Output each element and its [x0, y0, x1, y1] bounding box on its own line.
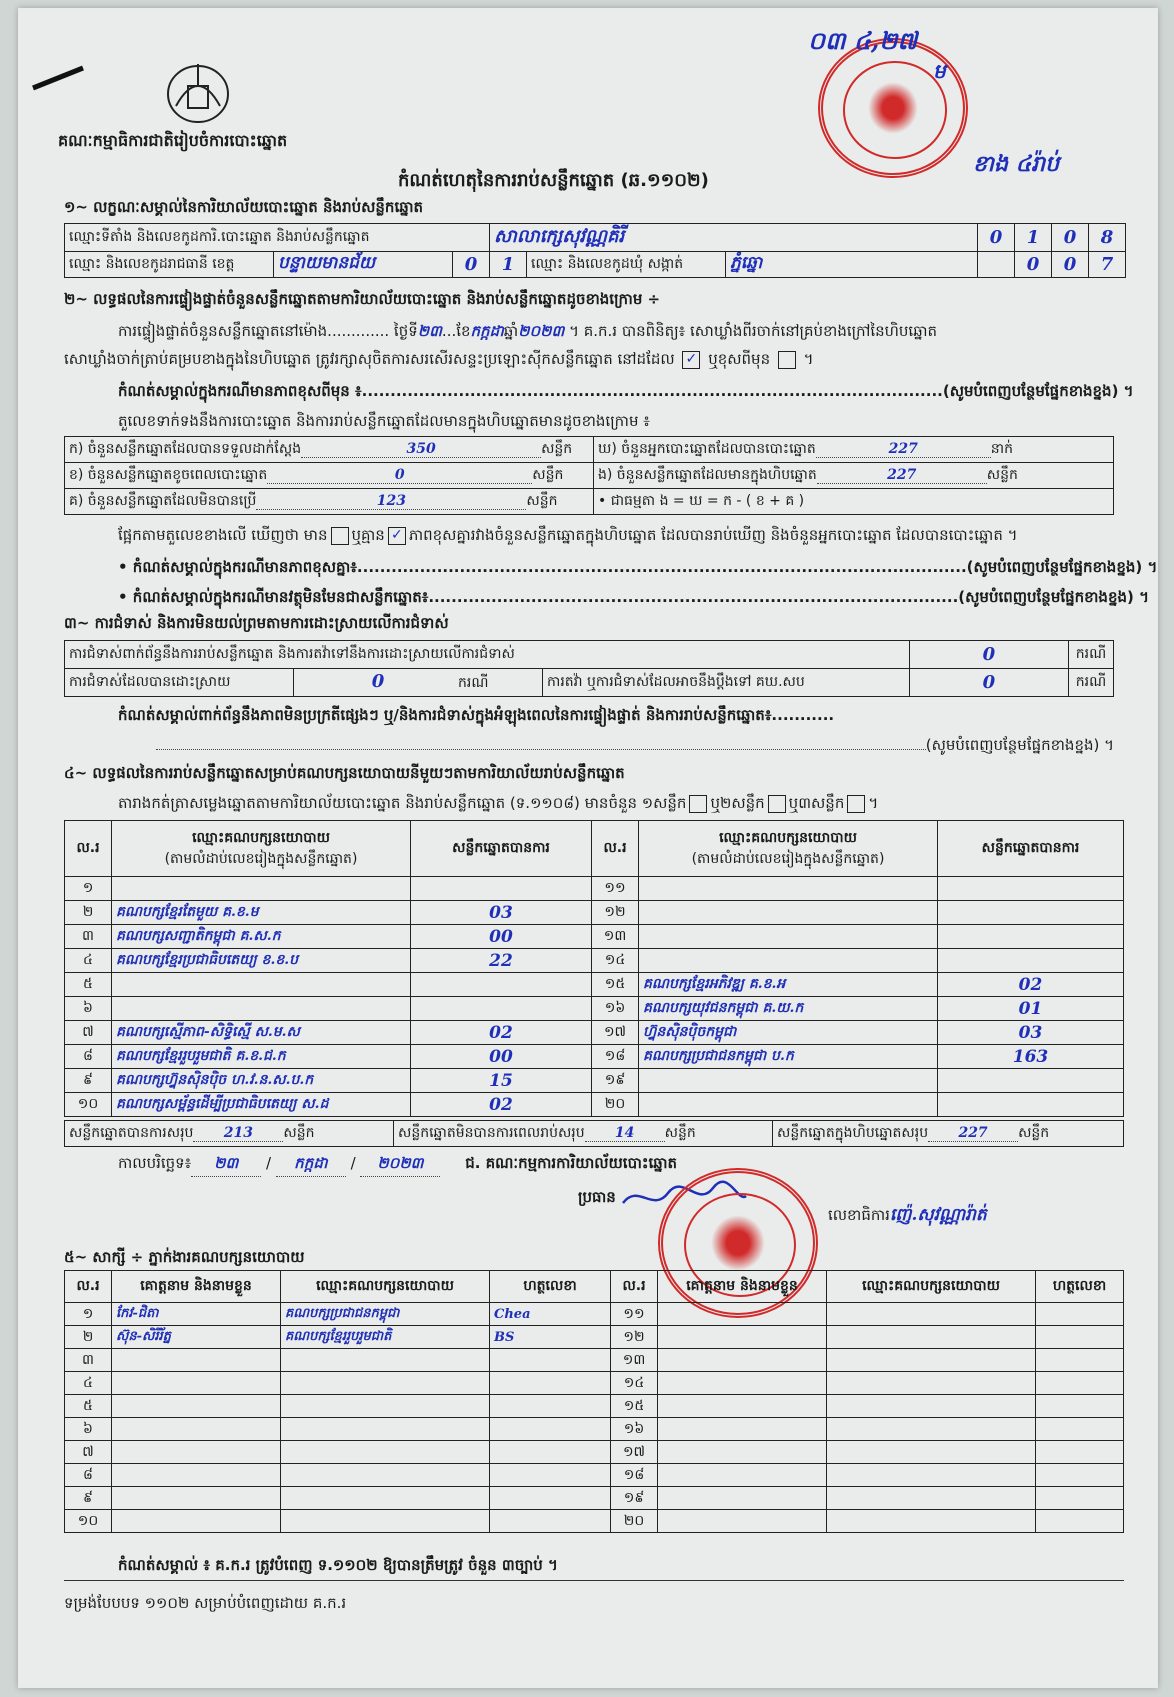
result-no: ៦	[65, 997, 112, 1021]
date-year: ២០២៣	[360, 1154, 440, 1177]
result-votes: 22	[411, 949, 592, 973]
table-row	[65, 1093, 1124, 1117]
appeals-label: ការតវ៉ា ឬការជំទាស់ដែលអាចនឹងប្តឹងទៅ គឃ.សប	[543, 669, 910, 697]
footer-note: កំណត់សម្គាល់ ៖ គ.ក.រ ត្រូវបំពេញ ទ.១១០២ ឱ្យបានត្រឹមត្រូវ ចំនួន ៣ច្បាប់ ។	[118, 1556, 558, 1574]
witness-name	[112, 1395, 281, 1418]
date-month: កក្កដា	[276, 1154, 346, 1177]
corner-mark: ម	[933, 59, 946, 83]
commune-code-digit: 0	[1015, 252, 1052, 278]
witness-name	[658, 1326, 827, 1349]
formula: • ជាធម្មតា ង = ឃ = ក - ( ខ + គ )	[594, 489, 1114, 515]
table-row	[65, 1021, 1124, 1045]
complaints-value: 0	[909, 641, 1068, 669]
resolved-label: ការជំទាស់ដែលបានដោះស្រាយ	[65, 669, 294, 697]
result-votes	[938, 877, 1124, 901]
verify-day: ២៣	[417, 322, 442, 340]
unchanged-checkbox[interactable]: ✓	[682, 351, 700, 369]
witness-name	[658, 1395, 827, 1418]
result-votes: 15	[411, 1069, 592, 1093]
result-no: ១០	[65, 1093, 112, 1117]
witness-no: ៥	[65, 1395, 112, 1418]
pen-mark-icon	[28, 62, 88, 92]
result-no: ១	[65, 877, 112, 901]
witness-signature	[490, 1372, 611, 1395]
tally-sheets-line: តារាងកត់ត្រាសម្លេងឆ្នោតតាមការិយាល័យបោះឆ្នោត និងរាប់សន្លឹកឆ្នោត (ទ.១១០៨) មានចំនួន ១សន្លឹក ឬ២សន្លឹក ឬ៣សន្លឹក ។	[118, 794, 879, 812]
result-votes: 01	[938, 997, 1124, 1021]
verification-paragraph: ការផ្ទៀងផ្ទាត់ចំនួនសន្លឹកឆ្នោតនៅម៉ោង............. ថ្ងៃទី២៣...ខែកក្កដាឆ្នាំ២០២៣ ។ គ.ក.រ បានពិនិត្យ៖ សោឃ្លាំងពីរចាក់នៅគ្រប់ខាងក្រៅនៃហិបឆ្នោត	[118, 322, 937, 340]
commune-label: ឈ្មោះ និងលេខកូដឃុំ សង្កាត់	[527, 252, 726, 278]
result-no: ៣	[65, 925, 112, 949]
witness-signature	[490, 1441, 611, 1464]
witness-party	[827, 1441, 1036, 1464]
witness-signature	[1036, 1487, 1124, 1510]
section4-heading: ៤~ លទ្ធផលនៃការរាប់សន្លឹកឆ្នោតសម្រាប់គណបក្សនយោបាយនីមួយៗតាមការិយាល័យរាប់សន្លឹកឆ្នោត	[64, 764, 625, 782]
witness-signature	[1036, 1303, 1124, 1326]
result-party	[112, 877, 411, 901]
commune-value: ភ្នំឆ្នោ	[726, 252, 978, 278]
witness-signature	[1036, 1464, 1124, 1487]
witness-party	[281, 1349, 490, 1372]
result-party: គណបក្សខ្មែររួបរួមជាតិ គ.ខ.ជ.ក	[112, 1045, 411, 1069]
figures-intro: តួលេខទាក់ទងនឹងការបោះឆ្នោត និងការរាប់សន្លឹកឆ្នោតដែលមានក្នុងហិបឆ្នោតមានដូចខាងក្រោម ៖	[118, 412, 650, 430]
witness-no: ៨	[65, 1464, 112, 1487]
witness-name: កែវ-ជិតា	[112, 1303, 281, 1326]
result-no: ៨	[65, 1045, 112, 1069]
witness-name	[112, 1418, 281, 1441]
location-code-digit: 0	[1052, 224, 1089, 252]
irregularities-note-end: (សូមបំពេញបន្ថែមផ្នែកខាងខ្នង) ។	[64, 736, 1114, 758]
location-code-digit: 8	[1089, 224, 1126, 252]
section5-heading: ៥~ សាក្សី ÷ ភ្នាក់ងារគណបក្សនយោបាយ	[64, 1248, 305, 1266]
witness-signature: BS	[490, 1326, 611, 1349]
form-title: កំណត់ហេតុនៃការរាប់សន្លឹកឆ្នោត (ឆ.១១០២)	[398, 170, 709, 191]
witness-no: ១៨	[611, 1464, 658, 1487]
witness-signature	[490, 1487, 611, 1510]
result-votes	[938, 925, 1124, 949]
province-code-digit: 0	[453, 252, 490, 278]
result-party: គណបក្សយុវជនកម្ពុជា គ.យ.ក	[639, 997, 938, 1021]
total-valid-value: 213	[223, 1125, 254, 1141]
result-votes: 02	[411, 1021, 592, 1045]
result-no: ១៥	[592, 973, 639, 997]
witness-name	[658, 1441, 827, 1464]
result-votes	[411, 877, 592, 901]
table-row	[65, 1464, 1124, 1487]
witness-party: គណបក្សប្រជាជនកម្ពុជា	[281, 1303, 490, 1326]
result-no: ៧	[65, 1021, 112, 1045]
witness-party	[827, 1510, 1036, 1533]
three-sheets-checkbox[interactable]	[847, 795, 865, 813]
results-table: ល.រ ឈ្មោះគណបក្សនយោបាយ (តាមលំដាប់លេខរៀងក្នុងសន្លឹកឆ្នោត) សន្លឹកឆ្នោតបានការ ល.រ ឈ្មោះគណបក្សនយោបាយ (តាមលំដាប់លេខរៀងក្នុងសន្លឹកឆ្នោត) សន្លឹកឆ្នោតបានការ ១ ១១ ២ គណបក្សខ្មែរតែមួយ គ.ខ.ម 03 ១២ ៣ គណបក្សសញ្ជាតិកម្ពុជា គ.ស.ក 00 ១៣ ៤ គណបក្សខ្មែរប្រជាធិបតេយ្យ ខ.ខ.ប 22 ១៤ ៥ ១៥ គណបក្សខ្មែរអភិវឌ្ឍ គ.ខ.អ 02 ៦ ១៦ គណបក្សយុវជនកម្ពុជា គ.យ.ក 01 ៧ គណបក្សស្មើភាព-សិទ្ធិស្មើ ស.ម.ស 02 ១៧ ហ្វ៊ុនស៊ិនប៉ិចកម្ពុជា 03 ៨ គណបក្សខ្មែររួបរួមជាតិ គ.ខ.ជ.ក 00 ១៨ គណបក្សប្រជាជនកម្ពុជា ប.ក 163 ៩ គណបក្សហ្វ៊ុនស៊ិនប៉ិច ហ.វ.ន.ស.ប.ក 15 ១៩ ១០ គណបក្សសម្ព័ន្ធដើម្បីប្រជាធិបតេយ្យ ស.ដ 02 ២០	[64, 820, 1124, 1117]
total-invalid-value: 14	[614, 1125, 635, 1141]
witness-signature	[490, 1349, 611, 1372]
witness-signature	[490, 1418, 611, 1441]
ballot-count-form	[18, 8, 1158, 1688]
result-no: ១៦	[592, 997, 639, 1021]
foreign-object-note: • កំណត់សម្គាល់ក្នុងករណីមានវត្ថុមិនមែនជាសន្លឹកឆ្នោត៖.............................................................................................(សូមបំពេញបន្ថែមផ្នែកខាងខ្នង) ។	[118, 588, 1149, 606]
result-no: ៤	[65, 949, 112, 973]
result-party: គណបក្សស្មើភាព-សិទ្ធិស្មើ ស.ម.ស	[112, 1021, 411, 1045]
total-box-value: 227	[958, 1125, 988, 1141]
resolved-value: 0	[371, 671, 385, 692]
table-row	[65, 901, 1124, 925]
witness-signature	[1036, 1441, 1124, 1464]
table-row	[65, 1487, 1124, 1510]
witness-party	[281, 1464, 490, 1487]
result-no: ៥	[65, 973, 112, 997]
table-row	[65, 1395, 1124, 1418]
witness-name	[658, 1349, 827, 1372]
table-row	[65, 949, 1124, 973]
verify-year: ២០២៣	[518, 322, 565, 340]
corner-note-2: ខាង ៤រ៉ាប់	[973, 151, 1060, 177]
witness-signature	[490, 1510, 611, 1533]
witness-name	[658, 1418, 827, 1441]
witness-party	[827, 1464, 1036, 1487]
appeals-value: 0	[909, 669, 1068, 697]
witness-party	[281, 1510, 490, 1533]
result-no: ១៩	[592, 1069, 639, 1093]
location-value: សាលាក្សេសុវណ្ណគិរី	[490, 224, 978, 252]
result-party: គណបក្សខ្មែរតែមួយ គ.ខ.ម	[112, 901, 411, 925]
witness-name	[112, 1510, 281, 1533]
table-row	[65, 1045, 1124, 1069]
complaints-label: ការជំទាស់ពាក់ព័ន្ធនឹងការរាប់សន្លឹកឆ្នោត និងការតវ៉ាទៅនឹងការដោះស្រាយលើការជំទាស់	[65, 641, 910, 669]
witness-party: គណបក្សខ្មែររួបរួមជាតិ	[281, 1326, 490, 1349]
commune-code-digit: 7	[1089, 252, 1126, 278]
witness-name	[112, 1441, 281, 1464]
witness-party	[827, 1349, 1036, 1372]
result-votes: 03	[938, 1021, 1124, 1045]
result-no: ២	[65, 901, 112, 925]
unused-ballots-value: 123	[376, 493, 406, 509]
spoiled-ballots-value: 0	[394, 467, 405, 483]
result-party	[639, 877, 938, 901]
result-party: គណបក្សហ្វ៊ុនស៊ិនប៉ិច ហ.វ.ន.ស.ប.ក	[112, 1069, 411, 1093]
received-ballots-value: 350	[406, 441, 436, 457]
result-votes: 00	[411, 1045, 592, 1069]
result-party	[639, 1069, 938, 1093]
figures-table: ក) ចំនួនសន្លឹកឆ្នោតដែលបានទទួលដាក់ស្តែង 350 សន្លឹក ឃ) ចំនួនអ្នកបោះឆ្នោតដែលបានបោះឆ្នោត 227 នាក់ ខ) ចំនួនសន្លឹកឆ្នោតខូចពេលបោះឆ្នោត 0 សន្លឹក ង) ចំនួនសន្លឹកឆ្នោតដែលមានក្នុងហិបឆ្នោត 227 សន្លឹក គ) ចំនួនសន្លឹកឆ្នោតដែលមិនបានប្រើ 123 សន្លឹក • ជាធម្មតា ង = ឃ = ក - ( ខ + គ )	[64, 436, 1114, 515]
witness-name	[658, 1510, 827, 1533]
location-table	[64, 223, 1126, 278]
witness-party	[281, 1372, 490, 1395]
result-no: ១២	[592, 901, 639, 925]
table-row	[65, 925, 1124, 949]
witness-no: ១៧	[611, 1441, 658, 1464]
result-votes	[938, 901, 1124, 925]
result-party	[639, 949, 938, 973]
witness-no: ៣	[65, 1349, 112, 1372]
witness-signature: Chea	[490, 1303, 611, 1326]
section1-heading: ១~ លក្ខណៈសម្គាល់នៃការិយាល័យបោះឆ្នោត និងរាប់សន្លឹកឆ្នោត	[64, 198, 424, 216]
witness-name	[112, 1464, 281, 1487]
voters-value: 227	[888, 441, 918, 457]
discrepancy-note: • កំណត់សម្គាល់ក្នុងករណីមានភាពខុសគ្នា៖...........................................................................................................(សូមបំពេញបន្ថែមផ្នែកខាងខ្នង) ។	[118, 558, 1158, 576]
result-party	[639, 925, 938, 949]
result-party	[112, 973, 411, 997]
witness-signature	[490, 1464, 611, 1487]
witness-table: ល.រ គោត្តនាម និងនាមខ្លួន ឈ្មោះគណបក្សនយោបាយ ហត្ថលេខា ល.រ គោត្តនាម និងនាមខ្លួន ឈ្មោះគណបក្សនយោបាយ ហត្ថលេខា ១ កែវ-ជិតា គណបក្សប្រជាជនកម្ពុជា Chea ១១ ២ ស៊ុន-សិរីរ័ត្ន គណបក្សខ្មែររួបរួមជាតិ BS ១២ ៣ ១៣ ៤ ១៤ ៥ ១៥ ៦ ១៦ ៧ ១៧ ៨ ១៨ ៩ ១៩ ១០ ២០	[64, 1270, 1124, 1533]
witness-no: ៧	[65, 1441, 112, 1464]
witness-no: ៤	[65, 1372, 112, 1395]
witness-no: ១០	[65, 1510, 112, 1533]
table-row	[65, 1326, 1124, 1349]
result-votes: 00	[411, 925, 592, 949]
witness-signature	[490, 1395, 611, 1418]
location-label: ឈ្មោះទីតាំង និងលេខកូដការិ.បោះឆ្នោត និងរាប់សន្លឹកឆ្នោត	[65, 224, 490, 252]
corner-note: ០៣ ៤,២៧	[808, 26, 918, 55]
irregularities-note: កំណត់សម្គាល់ពាក់ព័ន្ធនឹងភាពមិនប្រក្រតីផ្សេងៗ ឬ/និងការជំទាស់ក្នុងអំឡុងពេលនៃការផ្ទៀងផ្ទាត់ និងការរាប់សន្លឹកឆ្នោត៖...........	[118, 706, 835, 724]
one-sheet-checkbox[interactable]	[689, 795, 707, 813]
secretary-line: លេខាធិការញ៉េ.សុវណ្ណារ៉ាត់	[828, 1205, 987, 1225]
witness-signature	[1036, 1510, 1124, 1533]
witness-no: ២	[65, 1326, 112, 1349]
chair-label: ប្រធាន	[578, 1188, 616, 1206]
seal-paragraph: សោឃ្លាំងចាក់ត្រាប់គម្របខាងក្នុងនៃហិបឆ្នោត ត្រូវរក្សាសុចិតការសរសើរសន្ទះប្រឡោះសុីកសន្លឹកឆ្នោត នៅដដែល ✓ ឬខុសពីមុន ។	[64, 350, 814, 368]
witness-party	[281, 1487, 490, 1510]
table-row	[65, 1418, 1124, 1441]
witness-signature	[1036, 1326, 1124, 1349]
result-no: ១១	[592, 877, 639, 901]
location-code-digit: 1	[1015, 224, 1052, 252]
has-discrepancy-checkbox[interactable]	[331, 527, 349, 545]
witness-name	[658, 1303, 827, 1326]
result-no: ១៣	[592, 925, 639, 949]
result-votes: 02	[938, 973, 1124, 997]
witness-signature	[1036, 1395, 1124, 1418]
result-party	[639, 901, 938, 925]
ballots-in-box-value: 227	[887, 467, 917, 483]
results-totals: សន្លឹកឆ្នោតបានការសរុប 213 សន្លឹក សន្លឹកឆ្នោតមិនបានការពេលរាប់សរុប 14 សន្លឹក សន្លឹកឆ្នោតក្នុងហិបឆ្នោតសរុប 227 សន្លឹក	[64, 1120, 1124, 1147]
witness-party	[281, 1418, 490, 1441]
witness-party	[281, 1395, 490, 1418]
witness-name	[112, 1487, 281, 1510]
witness-no: ៦	[65, 1418, 112, 1441]
province-code-digit: 1	[490, 252, 527, 278]
result-votes	[938, 1093, 1124, 1117]
two-sheets-checkbox[interactable]	[768, 795, 786, 813]
witness-party	[827, 1303, 1036, 1326]
result-votes	[938, 949, 1124, 973]
witness-party	[281, 1441, 490, 1464]
location-code-digit: 0	[978, 224, 1015, 252]
result-no: ១៨	[592, 1045, 639, 1069]
date-day: ២៣	[191, 1154, 261, 1177]
result-party: គណបក្សខ្មែរអភិវឌ្ឍ គ.ខ.អ	[639, 973, 938, 997]
table-row	[65, 997, 1124, 1021]
witness-signature	[1036, 1418, 1124, 1441]
witness-party	[827, 1487, 1036, 1510]
table-row	[65, 1510, 1124, 1533]
result-party: គណបក្សខ្មែរប្រជាធិបតេយ្យ ខ.ខ.ប	[112, 949, 411, 973]
date-line: កាលបរិច្ឆេទ៖ ២៣ / កក្កដា / ២០២៣ ជ. គណៈកម្មការការិយាល័យបោះឆ្នោត	[118, 1154, 677, 1177]
witness-name	[658, 1487, 827, 1510]
witness-no: ១	[65, 1303, 112, 1326]
nec-emblem-icon	[158, 56, 238, 126]
witness-name	[658, 1372, 827, 1395]
witness-no: ១១	[611, 1303, 658, 1326]
witness-no: ១៤	[611, 1372, 658, 1395]
commune-code-digit: 0	[1052, 252, 1089, 278]
witness-party	[827, 1395, 1036, 1418]
result-no: ៩	[65, 1069, 112, 1093]
result-party: ហ្វ៊ុនស៊ិនប៉ិចកម្ពុជា	[639, 1021, 938, 1045]
witness-no: ១៩	[611, 1487, 658, 1510]
table-row	[65, 1303, 1124, 1326]
changed-checkbox[interactable]	[778, 351, 796, 369]
table-row	[65, 1069, 1124, 1093]
result-party	[112, 997, 411, 1021]
witness-no: ១៦	[611, 1418, 658, 1441]
result-votes	[411, 973, 592, 997]
seal-note: កំណត់សម្គាល់ក្នុងករណីមានភាពខុសពីមុន ៖......................................................................................................(សូមបំពេញបន្ថែមផ្នែកខាងខ្នង) ។	[118, 382, 1134, 400]
table-row	[65, 1372, 1124, 1395]
section3-heading: ៣~ ការជំទាស់ និងការមិនយល់ព្រមតាមការដោះស្រាយលើការជំទាស់	[64, 614, 449, 632]
discrepancy-line: ផ្អែកតាមតួលេខខាងលើ ឃើញថា មាន ឬគ្មាន ✓ ភាពខុសគ្នារវាងចំនួនសន្លឹកឆ្នោតក្នុងហិបឆ្នោត ដែលបានរាប់ឃើញ និងចំនួនអ្នកបោះឆ្នោត ដែលបានបោះឆ្នោត ។	[118, 526, 1018, 544]
result-party	[639, 1093, 938, 1117]
province-label: ឈ្មោះ និងលេខកូដរាជធានី ខេត្ត	[65, 252, 274, 278]
table-row	[65, 973, 1124, 997]
witness-no: ៩	[65, 1487, 112, 1510]
complaints-table: ការជំទាស់ពាក់ព័ន្ធនឹងការរាប់សន្លឹកឆ្នោត និងការតវ៉ាទៅនឹងការដោះស្រាយលើការជំទាស់ 0 ករណី ការជំទាស់ដែលបានដោះស្រាយ 0 ករណី ការតវ៉ា ឬការជំទាស់ដែលអាចនឹងប្តឹងទៅ គឃ.សប 0 ករណី	[64, 640, 1114, 697]
result-party: គណបក្សសម្ព័ន្ធដើម្បីប្រជាធិបតេយ្យ ស.ដ	[112, 1093, 411, 1117]
witness-party	[827, 1326, 1036, 1349]
witness-party	[827, 1372, 1036, 1395]
section2-heading: ២~ លទ្ធផលនៃការផ្ទៀងផ្ទាត់ចំនួនសន្លឹកឆ្នោតតាមការិយាល័យបោះឆ្នោត និងរាប់សន្លឹកឆ្នោតដូចខាងក្រោម ÷	[64, 290, 661, 308]
result-party: គណបក្សប្រជាជនកម្ពុជា ប.ក	[639, 1045, 938, 1069]
result-votes	[938, 1069, 1124, 1093]
no-discrepancy-checkbox[interactable]: ✓	[388, 527, 406, 545]
result-votes	[411, 997, 592, 1021]
witness-no: ១៣	[611, 1349, 658, 1372]
result-votes: 163	[938, 1045, 1124, 1069]
result-votes: 03	[411, 901, 592, 925]
witness-no: ១៥	[611, 1395, 658, 1418]
result-no: ២០	[592, 1093, 639, 1117]
witness-signature	[1036, 1349, 1124, 1372]
witness-name	[112, 1372, 281, 1395]
witness-name	[112, 1349, 281, 1372]
verify-month: កក្កដា	[470, 322, 504, 340]
witness-no: ២០	[611, 1510, 658, 1533]
form-id: ទម្រង់បែបបទ ១១០២ សម្រាប់បំពេញដោយ គ.ក.រ	[64, 1594, 347, 1612]
table-row	[65, 1441, 1124, 1464]
witness-party	[827, 1418, 1036, 1441]
witness-no: ១២	[611, 1326, 658, 1349]
witness-name: ស៊ុន-សិរីរ័ត្ន	[112, 1326, 281, 1349]
footer-divider	[64, 1580, 1124, 1581]
witness-name	[658, 1464, 827, 1487]
result-no: ១៤	[592, 949, 639, 973]
result-party: គណបក្សសញ្ជាតិកម្ពុជា គ.ស.ក	[112, 925, 411, 949]
result-no: ១៧	[592, 1021, 639, 1045]
ministry-name: គណៈកម្មាធិការជាតិរៀបចំការបោះឆ្នោត	[58, 131, 288, 150]
table-row	[65, 877, 1124, 901]
witness-signature	[1036, 1372, 1124, 1395]
table-row	[65, 1349, 1124, 1372]
secretary-signature: ញ៉េ.សុវណ្ណារ៉ាត់	[889, 1205, 987, 1225]
province-value: បន្ទាយមានជ័យ	[274, 252, 453, 278]
result-votes: 02	[411, 1093, 592, 1117]
